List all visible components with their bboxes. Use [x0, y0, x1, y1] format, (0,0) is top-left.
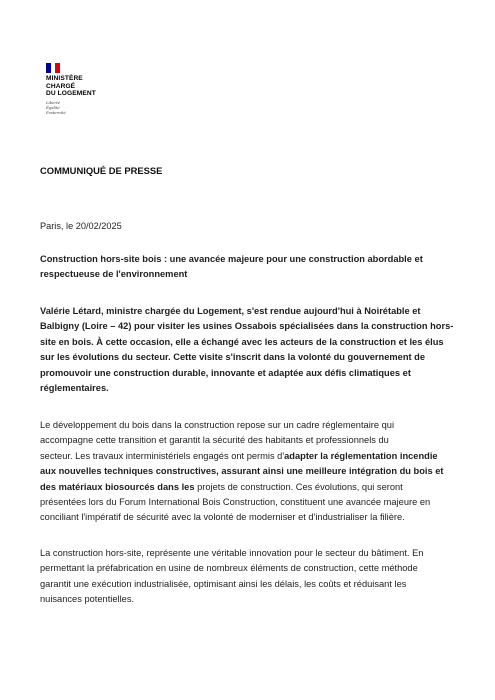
- motto-line: Fraternité: [46, 109, 66, 115]
- lead-line: site en bois. À cette occasion, elle a échangé avec les acteurs de la construction et les élus: [40, 336, 444, 347]
- paragraph-line: La construction hors-site, représente une véritable innovation pour le secteur du bâtiment. En: [40, 548, 424, 558]
- french-flag-icon: [46, 63, 60, 73]
- press-release-title: [40, 252, 460, 283]
- highlighted-line: aux nouvelles techniques constructives, assurant ainsi une meilleure intégration du bois et: [40, 466, 444, 477]
- ministry-name: [46, 75, 136, 98]
- paragraph-line: Le développement du bois dans la construction repose sur un cadre réglementaire qui: [40, 420, 395, 430]
- ministry-name-line: DU LOGEMENT: [46, 90, 96, 97]
- ministry-name-line: MINISTÈRE: [46, 75, 83, 82]
- republic-motto: [46, 100, 136, 115]
- highlighted-text: adapter la réglementation incendie: [284, 450, 438, 461]
- title-line: respectueuse de l'environnement: [40, 269, 188, 280]
- lead-line: Balbigny (Loire – 42) pour visiter les usines Ossabois spécialisées dans la construction hors-: [40, 321, 454, 332]
- lead-line: réglementaires.: [40, 383, 109, 394]
- lead-line: promouvoir une construction durable, innovante et adaptée aux défis climatiques et: [40, 367, 411, 378]
- offsite-construction-paragraph: [40, 546, 460, 608]
- paragraph-line: permettant la préfabrication en usine de nombreux éléments de construction, cette méthode: [40, 563, 418, 574]
- paragraph-line: conciliant l'impératif de sécurité avec la volonté de moderniser et d'industrialiser la filière.: [40, 512, 405, 523]
- paragraph-line: accompagne cette transition et garantit la sécurité des habitants et professionnels du: [40, 435, 389, 446]
- ministry-logo: [46, 63, 136, 115]
- paragraph-line: nuisances potentielles.: [40, 594, 135, 605]
- paragraph-text: secteur. Les travaux interministériels engagés ont permis d': [40, 450, 285, 461]
- lead-line: Valérie Létard, ministre chargée du Logement, s'est rendue aujourd'hui à Noirétable et: [40, 306, 421, 316]
- dateline: Paris, le 20/02/2025: [40, 221, 122, 231]
- regulation-paragraph: [40, 418, 460, 526]
- paragraph-line: [40, 449, 460, 464]
- motto-line: Liberté: [46, 99, 61, 105]
- paragraph-line: présentées lors du Forum International Bois Construction, constituent une avancée majeure en: [40, 497, 431, 508]
- lead-line: sur les évolutions du secteur. Cette visite s'inscrit dans la volonté du gouvernement de: [40, 352, 426, 363]
- ministry-name-line: CHARGÉ: [46, 82, 76, 90]
- paragraph-text: projets de construction. Ces évolutions, qui seront: [194, 481, 403, 492]
- document-heading: COMMUNIQUÉ DE PRESSE: [40, 165, 163, 176]
- paragraph-line: [40, 480, 460, 495]
- lead-paragraph: [40, 304, 460, 396]
- paragraph-line: garantit une exécution industrialisée, optimisant ainsi les délais, les coûts et réduisant les: [40, 578, 407, 589]
- title-line: Construction hors-site bois : une avancée majeure pour une construction abordable et: [40, 254, 423, 264]
- highlighted-text: des matériaux biosourcés dans les: [40, 481, 195, 492]
- motto-line: Égalité: [46, 104, 60, 110]
- flag-red-band: [55, 63, 60, 73]
